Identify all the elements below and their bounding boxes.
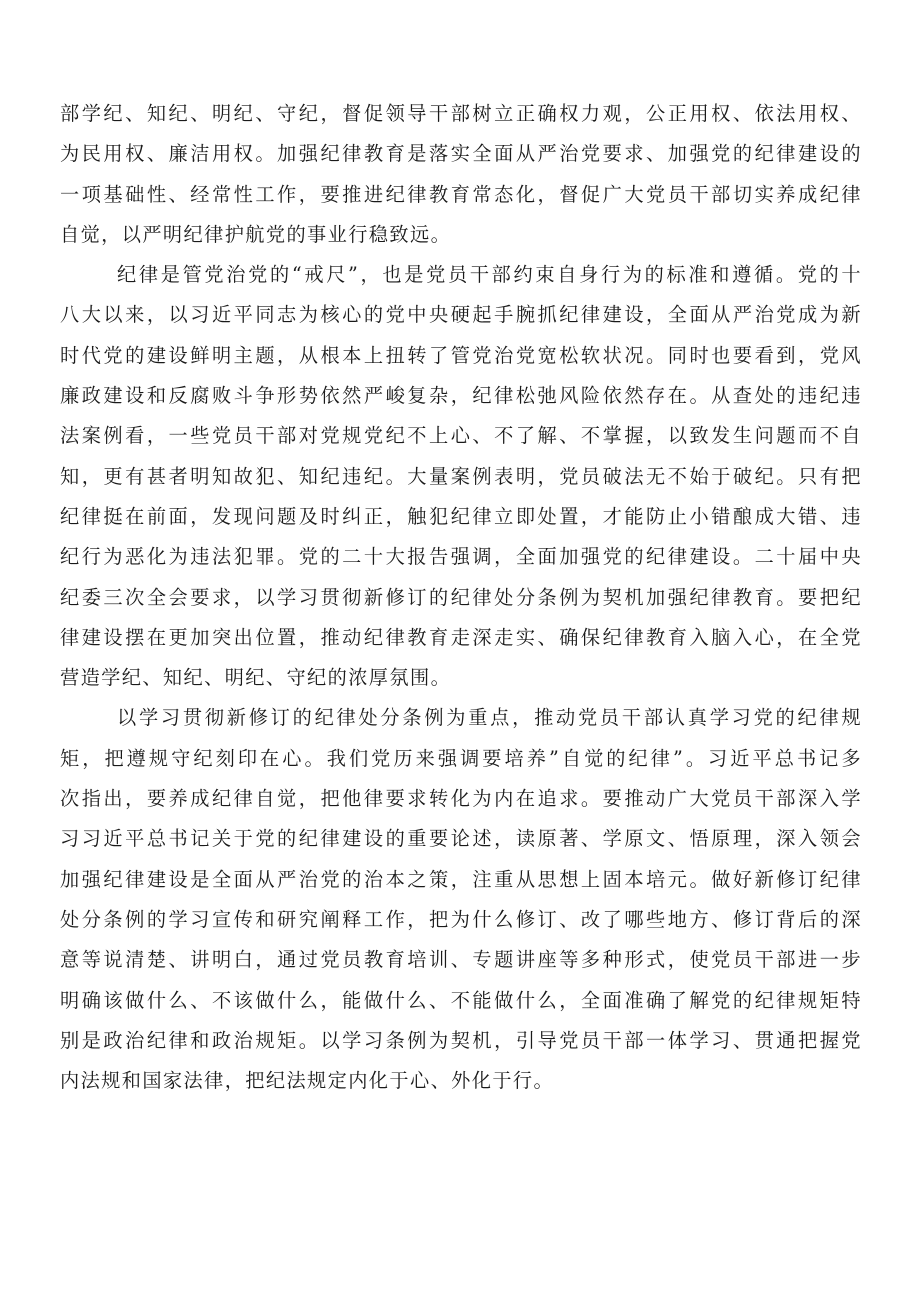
paragraph-3 [60, 698, 862, 1101]
text-line: 意等说清楚、讲明白，通过党员教育培训、专题讲座等多种形式，使党员干部进一步 [60, 948, 862, 972]
text-line: 自觉，以严明纪律护航党的事业行稳致远。 [60, 222, 452, 246]
text-line: 矩，把遵规守纪刻印在心。我们党历来强调要培养”自觉的纪律”。习近平总书记多 [60, 746, 862, 770]
document-body [60, 94, 862, 1101]
text-line: 廉政建设和反腐败斗争形势依然严峻复杂，纪律松弛风险依然存在。从查处的违纪违 [60, 384, 862, 408]
text-line: 为民用权、廉洁用权。加强纪律教育是落实全面从严治党要求、加强党的纪律建设的 [60, 142, 862, 166]
text-line: 营造学纪、知纪、明纪、守纪的浓厚氛围。 [60, 666, 452, 690]
text-line: 纪委三次全会要求，以学习贯彻新修订的纪律处分条例为契机加强纪律教育。要把纪 [60, 585, 862, 609]
text-line: 部学纪、知纪、明纪、守纪，督促领导干部树立正确权力观，公正用权、依法用权、 [60, 102, 862, 125]
text-line: 纪行为恶化为违法犯罪。党的二十大报告强调，全面加强党的纪律建设。二十届中央 [60, 545, 862, 569]
text-line: 律建设摆在更加突出位置，推动纪律教育走深走实、确保纪律教育入脑入心，在全党 [60, 625, 862, 649]
text-line: 加强纪律建设是全面从严治党的治本之策，注重从思想上固本培元。做好新修订纪律 [60, 867, 862, 891]
text-line: 别是政治纪律和政治规矩。以学习条例为契机，引导党员干部一体学习、贯通把握党 [60, 1028, 862, 1052]
text-line: 知，更有甚者明知故犯、知纪违纪。大量案例表明，党员破法无不始于破纪。只有把 [60, 464, 862, 488]
text-line: 明确该做什么、不该做什么，能做什么、不能做什么，全面准确了解党的纪律规矩特 [60, 988, 862, 1012]
paragraph-2 [60, 255, 862, 698]
text-line: 次指出，要养成纪律自觉，把他律要求转化为内在追求。要推动广大党员干部深入学 [60, 787, 862, 811]
text-line: 八大以来，以习近平同志为核心的党中央硬起手腕抓纪律建设，全面从严治党成为新 [60, 303, 862, 327]
text-line: 纪律挺在前面，发现问题及时纠正，触犯纪律立即处置，才能防止小错酿成大错、违 [60, 504, 862, 528]
text-line: 习习近平总书记关于党的纪律建设的重要论述，读原著、学原文、悟原理，深入领会 [60, 827, 862, 851]
text-line: 纪律是管党治党的“戒尺”，也是党员干部约束自身行为的标准和遵循。党的十 [117, 263, 862, 287]
text-line: 以学习贯彻新修订的纪律处分条例为重点，推动党员干部认真学习党的纪律规 [117, 706, 862, 730]
text-line: 法案例看，一些党员干部对党规党纪不上心、不了解、不掌握，以致发生问题而不自 [60, 424, 862, 448]
text-line: 时代党的建设鲜明主题，从根本上扭转了管党治党宽松软状况。同时也要看到，党风 [60, 343, 862, 367]
paragraph-1 [60, 94, 862, 255]
text-line: 内法规和国家法律，把纪法规定内化于心、外化于行。 [60, 1069, 555, 1093]
text-line: 一项基础性、经常性工作，要推进纪律教育常态化，督促广大党员干部切实养成纪律 [60, 182, 862, 206]
text-line: 处分条例的学习宣传和研究阐释工作，把为什么修订、改了哪些地方、修订背后的深 [60, 907, 862, 931]
